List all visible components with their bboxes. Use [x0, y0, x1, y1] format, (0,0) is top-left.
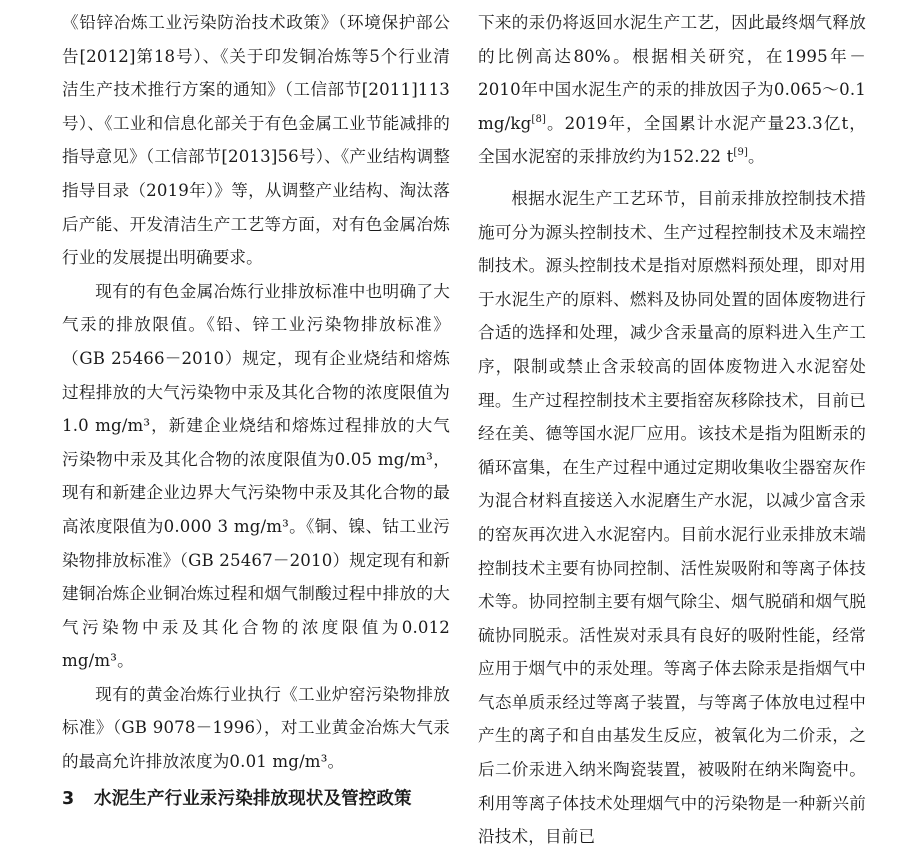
section-number: 3: [62, 788, 75, 809]
text-run: 下来的汞仍将返回水泥生产工艺，因此最终烟气释放的比例高达80%。根据相关研究，在1995年－2010年中国水泥生产的汞的排放因子为0.065～0.1 mg/kg: [478, 13, 866, 133]
text-run: 。: [748, 147, 765, 167]
section-heading: [62, 783, 450, 817]
paragraph-gold-smelting: 现有的黄金冶炼行业执行《工业炉窑污染物排放标准》（GB 9078－1996），对工业黄金冶炼大气汞的最高允许排放浓度为0.01 mg/m³。: [62, 684, 450, 772]
paragraph-cement-emission: [478, 6, 866, 174]
paragraph-policy-list: 《铅锌冶炼工业污染防治技术政策》（环境保护部公告[2012]第18号）、《关于印发铜冶炼等5个行业清洁生产技术推行方案的通知》（工信部节[2011]113号）、《工业和信息化部关于有色金属工业节能减排的指导意见》（工信部节[2013]56号）、《产业结构调整指导目录（2019年）》等，从调整产业结构、淘汰落后产能、开发清洁生产工艺等方面，对有色金属冶炼行业的发展提出明确要求。: [62, 13, 450, 268]
section-title: 水泥生产行业汞污染排放现状及管控政策: [94, 788, 412, 809]
left-column: [62, 6, 450, 816]
paragraph-control-technology: 根据水泥生产工艺环节，目前汞排放控制技术措施可分为源头控制技术、生产过程控制技术及末端控制技术。源头控制技术是指对原燃料预处理，即对用于水泥生产的原料、燃料及协同处置的固体废物进行合适的选择和处理，减少含汞量高的原料进入生产工序，限制或禁止含汞较高的固体废物进入水泥窑处理。生产过程控制技术主要指窑灰移除技术，目前已经在美、德等国水泥厂应用。该技术是指为阻断汞的循环富集，在生产过程中通过定期收集收尘器窑灰作为混合材料直接送入水泥磨生产水泥，以减少富含汞的窑灰再次进入水泥窑内。目前水泥行业汞排放末端控制技术主要有协同控制、活性炭吸附和等离子体技术等。协同控制主要有烟气除尘、烟气脱硝和烟气脱硫协同脱汞。活性炭对汞具有良好的吸附性能，经常应用于烟气中的汞处理。等离子体去除汞是指烟气中气态单质汞经过等离子装置，与等离子体放电过程中产生的离子和自由基发生反应，被氧化为二价汞，之后二价汞进入纳米陶瓷装置，被吸附在纳米陶瓷中。利用等离子体技术处理烟气中的污染物是一种新兴前沿技术，目前已: [478, 188, 866, 847]
paragraph-emission-standards: 现有的有色金属冶炼行业排放标准中也明确了大气汞的排放限值。《铅、锌工业污染物排放标准》（GB 25466－2010）规定，现有企业烧结和熔炼过程排放的大气污染物中汞及其化合物的浓度限值为1.0 mg/m³，新建企业烧结和熔炼过程排放的大气污染物中汞及其化合物的浓度限值为0.05 mg/m³，现有和新建企业边界大气污染物中汞及其化合物的最高浓度限值为0.000 3 mg/m³。《铜、镍、钴工业污染物排放标准》（GB 25467－2010）规定现有和新建铜冶炼企业铜冶炼过程和烟气制酸过程中排放的大气污染物中汞及其化合物的浓度限值为0.012 mg/m³。: [62, 281, 450, 671]
right-column: [478, 6, 866, 854]
citation-ref: [8]: [531, 113, 547, 125]
citation-ref: [9]: [733, 147, 749, 159]
text-run: 。2019年，全国累计水泥产量23.3亿t，全国水泥窑的汞排放约为152.22 t: [478, 113, 866, 167]
paragraph-gap: [478, 174, 866, 182]
